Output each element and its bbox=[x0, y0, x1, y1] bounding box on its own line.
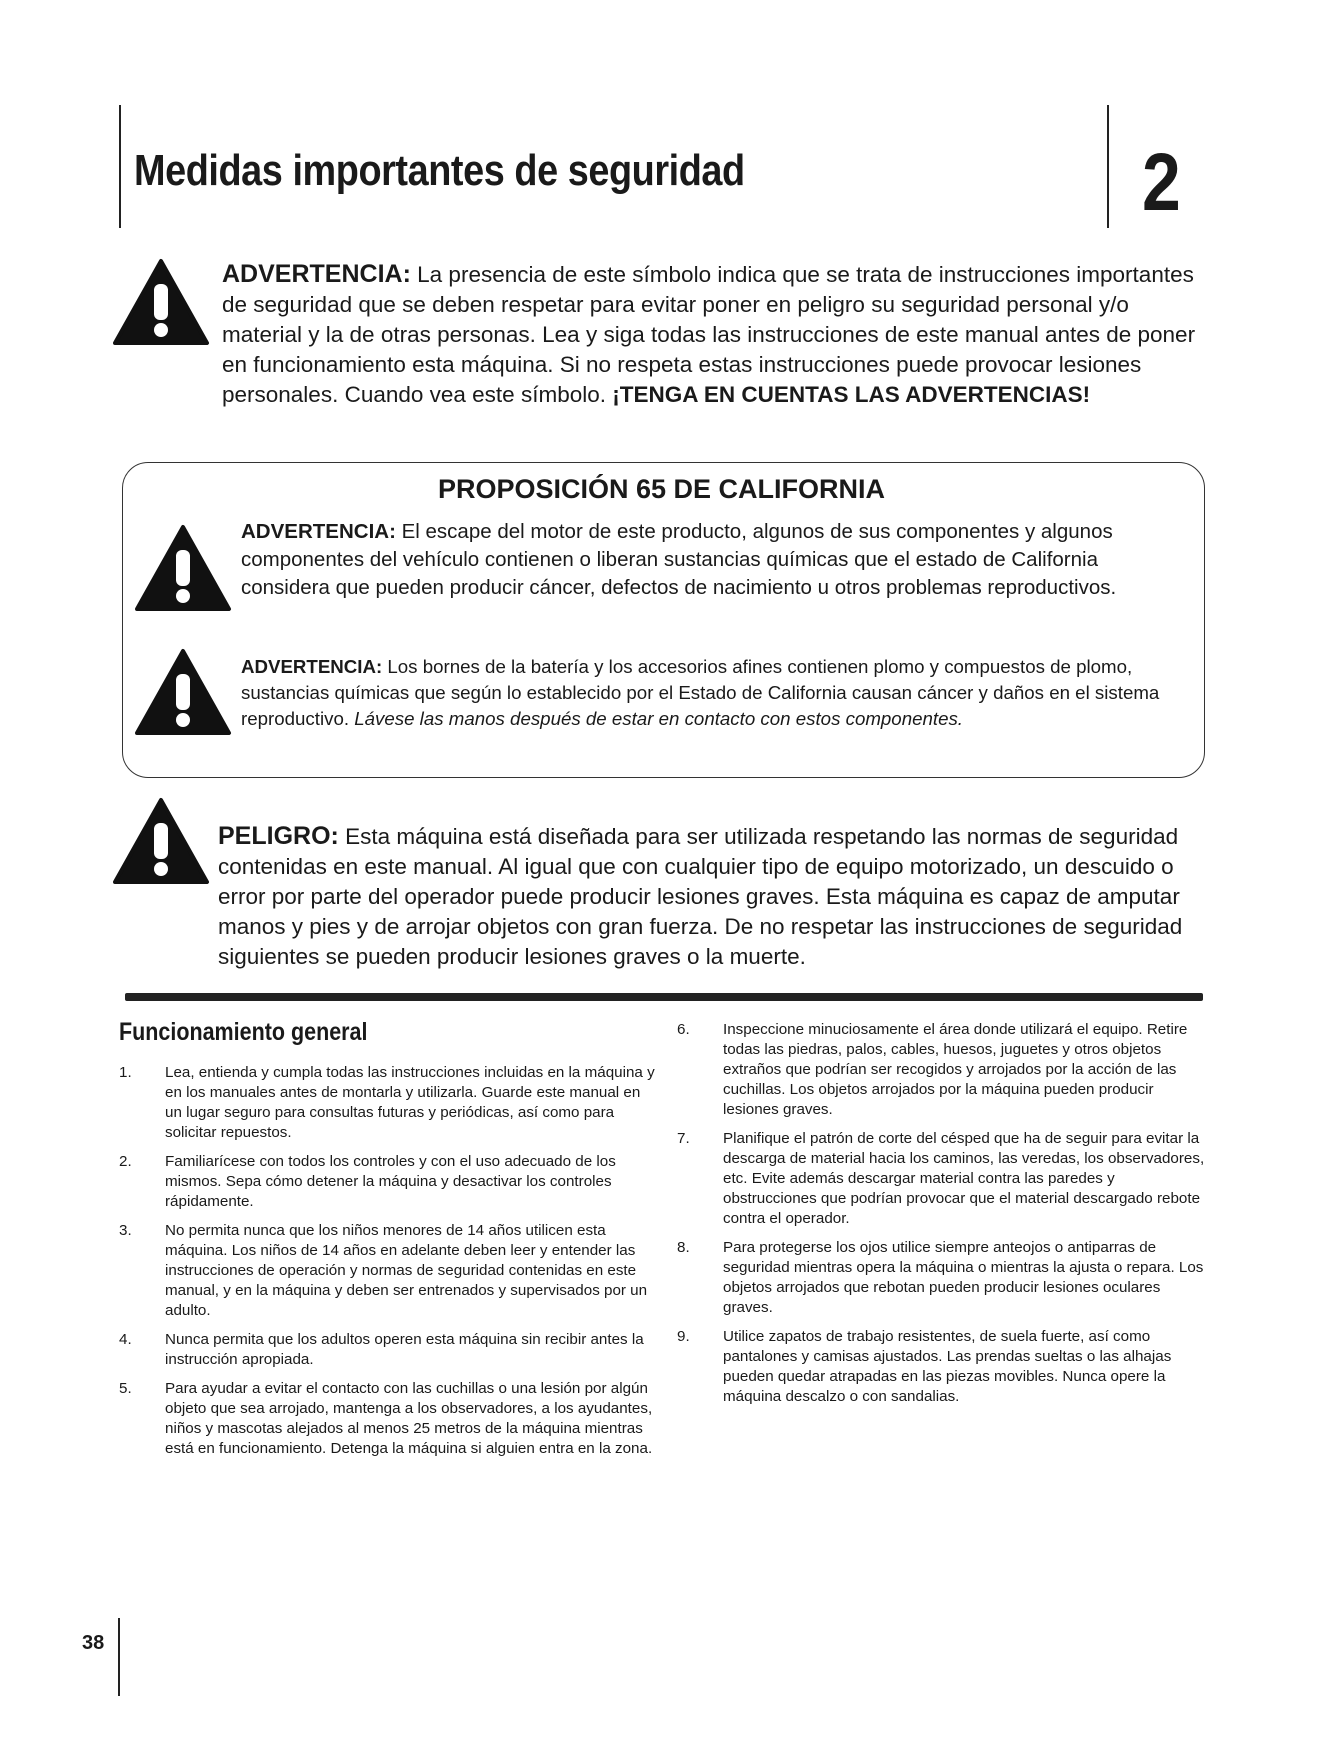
list-item-number: 3. bbox=[119, 1222, 132, 1239]
danger-keyword: PELIGRO: bbox=[218, 822, 339, 850]
list-item bbox=[119, 1152, 655, 1212]
section-heading: Funcionamiento general bbox=[119, 1018, 368, 1046]
warning-triangle-icon bbox=[134, 524, 232, 612]
list-item bbox=[677, 1238, 1207, 1318]
list-item-number: 2. bbox=[119, 1153, 132, 1170]
list-item-text: Lea, entienda y cumpla todas las instrucciones incluidas en la máquina y en los manuales antes de montarla y utilizarla. Guarde este manual en un lugar seguro para consultas futuras y periódicas, así como para solicitar repuestos. bbox=[165, 1064, 655, 1141]
list-item bbox=[677, 1327, 1207, 1407]
list-item-text: Para ayudar a evitar el contacto con las cuchillas o una lesión por algún objeto que sea arrojado, mantenga a los observadores, a los ayudantes, niños y mascotas alejados al menos 25 metros de la máquina mientras está en funcionamiento. Detenga la máquina si alguien entra en la zona. bbox=[165, 1380, 653, 1457]
list-item bbox=[119, 1063, 655, 1143]
warning-triangle-icon bbox=[112, 797, 210, 885]
list-item bbox=[677, 1129, 1207, 1229]
list-item bbox=[119, 1379, 655, 1459]
page-number: 38 bbox=[82, 1632, 105, 1654]
list-item-number: 5. bbox=[119, 1380, 132, 1397]
warning-keyword: ADVERTENCIA: bbox=[222, 260, 411, 288]
page-title: Medidas importantes de seguridad bbox=[134, 146, 745, 195]
chapter-number: 2 bbox=[1142, 137, 1181, 228]
list-item bbox=[677, 1020, 1207, 1120]
warning-triangle-icon bbox=[112, 258, 210, 346]
prop65-warning-1 bbox=[241, 518, 1191, 602]
warning-keyword: ADVERTENCIA: bbox=[241, 656, 383, 677]
list-item bbox=[119, 1221, 655, 1321]
warning-text: La presencia de este símbolo indica que se trata de instrucciones importantes de seguridad que se deben respetar para evitar poner en peligro su seguridad personal y/o material y la de otras personas. Lea y siga todas las instrucciones de este manual antes de poner en funcionamiento esta máquina. Si no respeta estas instrucciones puede provocar lesiones personales. Cuando vea este símbolo. bbox=[222, 262, 1196, 407]
list-item-text: Planifique el patrón de corte del césped que ha de seguir para evitar la descarga de material hacia los caminos, las veredas, los observadores, etc. Evite además descargar material contra las paredes y obstrucciones que podrían provocar que el material descargado rebote contra el operador. bbox=[723, 1130, 1205, 1227]
instructions-list-right bbox=[677, 1020, 1207, 1416]
danger-warning bbox=[218, 821, 1208, 972]
main-warning bbox=[222, 259, 1212, 410]
list-item-text: Familiarícese con todos los controles y con el uso adecuado de los mismos. Sepa cómo detener la máquina y desactivar los controles rápidamente. bbox=[165, 1153, 616, 1210]
warning-emphasis: ¡TENGA EN CUENTAS LAS ADVERTENCIAS! bbox=[612, 382, 1091, 407]
list-item bbox=[119, 1330, 655, 1370]
list-item-text: Inspeccione minuciosamente el área donde utilizará el equipo. Retire todas las piedras, palos, cables, huesos, juguetes y otros objetos extraños que podrían ser recogidos y arrojados por la acción de las cuchillas. Los objetos arrojados por la máquina pueden producir lesiones graves. bbox=[723, 1021, 1188, 1118]
warning-italic-note: Lávese las manos después de estar en contacto con estos componentes. bbox=[354, 708, 963, 729]
warning-text: El escape del motor de este producto, algunos de sus componentes y algunos componentes del vehículo contienen o liberan sustancias químicas que el estado de California considera que pueden producir cáncer, defectos de nacimiento u otros problemas reproductivos. bbox=[241, 520, 1117, 599]
list-item-text: Para protegerse los ojos utilice siempre anteojos o antiparras de seguridad mientras opera la máquina o mientras la ajusta o repara. Los objetos arrojados que rebotan pueden producir lesiones oculares graves. bbox=[723, 1239, 1204, 1316]
warning-text: Los bornes de la batería y los accesorios afines contienen plomo y compuestos de plomo, sustancias químicas que según lo establecido por el Estado de California causan cáncer y daños en el sistema reproductivo. bbox=[241, 656, 1160, 729]
header-right-rule bbox=[1107, 105, 1109, 228]
list-item-text: Utilice zapatos de trabajo resistentes, de suela fuerte, así como pantalones y camisas ajustados. Las prendas sueltas o las alhajas pueden quedar atrapadas en las piezas movibles. Nunca opere la máquina descalzo o con sandalias. bbox=[723, 1328, 1172, 1405]
header-left-rule bbox=[119, 105, 121, 228]
list-item-text: Nunca permita que los adultos operen esta máquina sin recibir antes la instrucción apropiada. bbox=[165, 1331, 644, 1368]
list-item-number: 9. bbox=[677, 1328, 690, 1345]
footer-rule bbox=[118, 1618, 120, 1696]
list-item-number: 6. bbox=[677, 1021, 690, 1038]
danger-text: Esta máquina está diseñada para ser utilizada respetando las normas de seguridad contenidas en este manual. Al igual que con cualquier tipo de equipo motorizado, un descuido o error por parte del operador puede producir lesiones graves. Esta máquina es capaz de amputar manos y pies y de arrojar objetos con gran fuerza. De no respetar las instrucciones de seguridad siguientes se pueden producir lesiones graves o la muerte. bbox=[218, 824, 1183, 969]
list-item-text: No permita nunca que los niños menores de 14 años utilicen esta máquina. Los niños de 14 años en adelante deben leer y entender las instrucciones de operación y normas de seguridad contenidas en este manual, y en la máquina y deben ser entrenados y supervisados por un adulto. bbox=[165, 1222, 648, 1319]
prop65-title: PROPOSICIÓN 65 DE CALIFORNIA bbox=[437, 474, 886, 504]
list-item-number: 1. bbox=[119, 1064, 132, 1081]
warning-triangle-icon bbox=[134, 648, 232, 736]
list-item-number: 7. bbox=[677, 1130, 690, 1147]
section-divider bbox=[125, 993, 1203, 1001]
list-item-number: 4. bbox=[119, 1331, 132, 1348]
prop65-warning-2 bbox=[241, 654, 1196, 732]
list-item-number: 8. bbox=[677, 1239, 690, 1256]
instructions-list-left bbox=[119, 1063, 655, 1468]
warning-keyword: ADVERTENCIA: bbox=[241, 520, 396, 543]
